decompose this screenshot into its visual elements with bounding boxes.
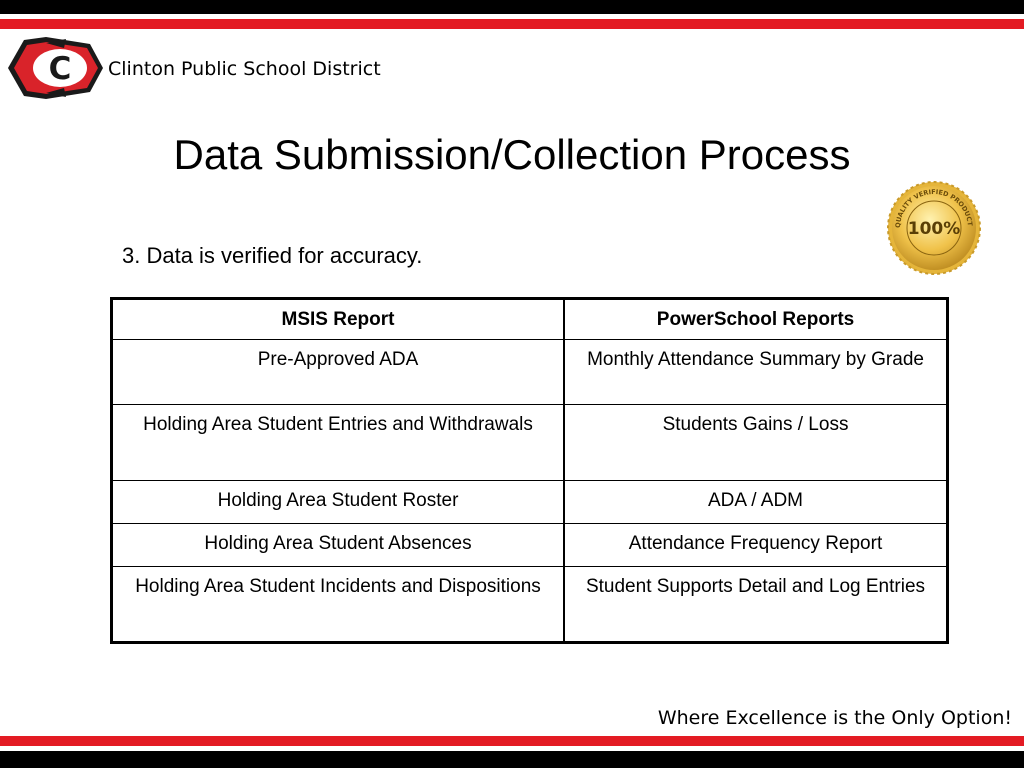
- step-text: 3. Data is verified for accuracy.: [122, 243, 423, 268]
- table-row: [112, 567, 948, 643]
- district-logo: [6, 34, 104, 102]
- table-cell: Holding Area Student Absences: [112, 524, 565, 567]
- table-row: [112, 481, 948, 524]
- badge-center-text: 100%: [907, 219, 961, 239]
- table-row: [112, 340, 948, 405]
- table-cell: Holding Area Student Roster: [112, 481, 565, 524]
- table-cell: ADA / ADM: [564, 481, 947, 524]
- badge-ring-text: QUALITY VERIFIED PRODUCT: [893, 187, 974, 229]
- table-cell: Holding Area Student Incidents and Dispositions: [112, 567, 565, 643]
- table-cell: Student Supports Detail and Log Entries: [564, 567, 947, 643]
- bottom-red-stripe: [0, 736, 1024, 746]
- table-row: [112, 405, 948, 481]
- quality-badge-icon: [886, 180, 982, 276]
- footer-tagline: Where Excellence is the Only Option!: [657, 707, 1012, 729]
- table-header-row: [112, 299, 948, 340]
- table-cell: Monthly Attendance Summary by Grade: [564, 340, 947, 405]
- column-header: MSIS Report: [112, 299, 565, 340]
- top-black-stripe: [0, 0, 1024, 14]
- table-cell: Pre-Approved ADA: [112, 340, 565, 405]
- district-name: Clinton Public School District: [108, 58, 381, 80]
- table-cell: Attendance Frequency Report: [564, 524, 947, 567]
- top-red-stripe: [0, 19, 1024, 29]
- logo-letter: C: [48, 51, 72, 87]
- table-row: [112, 524, 948, 567]
- slide-title: Data Submission/Collection Process: [173, 131, 851, 178]
- bottom-black-stripe: [0, 751, 1024, 768]
- table-cell: Holding Area Student Entries and Withdrawals: [112, 405, 565, 481]
- column-header: PowerSchool Reports: [564, 299, 947, 340]
- table-cell: Students Gains / Loss: [564, 405, 947, 481]
- reports-table: [110, 297, 949, 644]
